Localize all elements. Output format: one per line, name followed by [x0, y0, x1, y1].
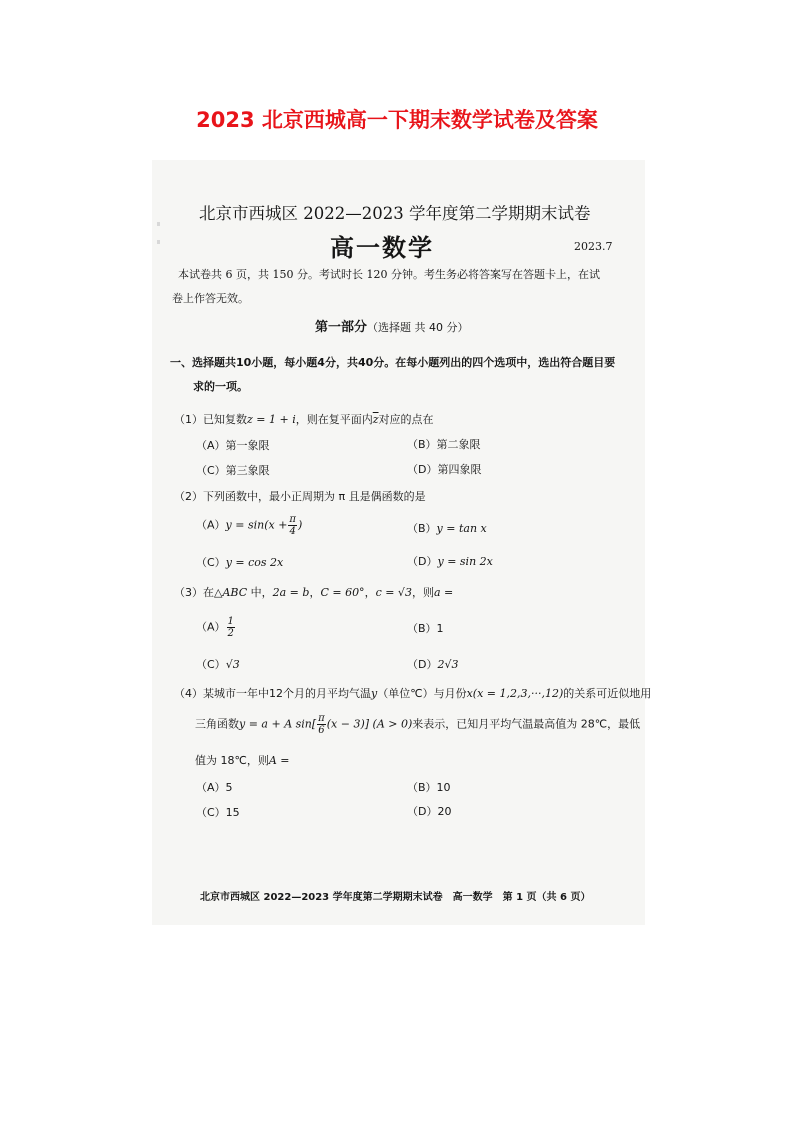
question-2-stem: （2）下列函数中，最小正周期为 π 且是偶函数的是	[174, 490, 426, 503]
q4-fraction-numerator: π	[318, 713, 325, 724]
q2-option-c-label: （C）	[196, 556, 226, 569]
q3-option-b: （B）1	[407, 622, 444, 635]
q3-option-a	[196, 616, 236, 639]
q2-option-a-label: （A）	[196, 518, 226, 532]
question-1-stem	[174, 411, 434, 427]
q4-math-query: A =	[268, 754, 290, 767]
q2-option-d	[407, 553, 493, 569]
q3-option-a-label: （A）	[196, 620, 226, 634]
q4-line1-mid: （单位℃）与月份	[377, 687, 467, 700]
q3-math-condition-3: c = √3	[375, 586, 412, 599]
scan-speck	[157, 240, 160, 244]
q3-separator-3: ，则	[411, 586, 434, 599]
q3-fraction-denominator: 2	[227, 628, 234, 639]
q3-option-a-fraction	[227, 616, 235, 639]
exam-date: 2023.7	[574, 240, 613, 253]
section-note: （选择题 共 40 分）	[367, 321, 469, 334]
q4-math-function-start: y = a + A sin[	[239, 717, 317, 731]
q2-option-b-math: y = tan x	[436, 522, 487, 535]
q4-fraction-denominator: 6	[318, 725, 325, 736]
q2-option-b	[407, 520, 487, 536]
q4-math-x-domain: x(x = 1,2,3,···,12)	[466, 687, 564, 700]
q1-option-c: （C）第三象限	[196, 464, 270, 477]
document-title: 2023 北京西城高一下期末数学试卷及答案	[196, 108, 598, 132]
exam-instructions-line-1: 本试卷共 6 页，共 150 分。考试时长 120 分钟。考生务必将答案写在答题卡上，在试	[178, 268, 600, 281]
q4-option-c: （C）15	[196, 806, 240, 819]
q3-option-c-label: （C）	[196, 658, 226, 671]
q1-conjugate-var: $\overline{z}$	[372, 413, 379, 426]
exam-subject: 高一数学	[330, 234, 434, 262]
q4-line2-prefix: 三角函数	[195, 717, 239, 731]
q3-math-condition-1: 2a = b	[272, 586, 310, 599]
q3-stem-mid: 中，	[247, 586, 273, 599]
q3-option-d-math: 2√3	[437, 658, 459, 671]
q2-option-b-label: （B）	[407, 522, 437, 535]
q3-math-query: a =	[433, 586, 454, 599]
q1-stem-suffix: 对应的点在	[378, 413, 434, 426]
q3-option-d	[407, 656, 459, 672]
q3-option-d-label: （D）	[407, 658, 438, 671]
section-title-text: 第一部分	[315, 320, 368, 335]
q3-fraction-numerator: 1	[227, 616, 234, 627]
question-4-line-3	[195, 752, 290, 768]
q3-stem-prefix: （3）在△	[174, 586, 223, 599]
section-title	[315, 316, 469, 335]
exam-instructions-line-2: 卷上作答无效。	[172, 292, 249, 305]
section-intro-line-1: 一、选择题共10小题，每小题4分，共40分。在每小题列出的四个选项中，选出符合题目要	[170, 356, 616, 369]
q2-fraction-numerator: π	[289, 514, 296, 525]
q4-option-d: （D）20	[407, 805, 452, 818]
q4-line1-suffix: 的关系可近似地用	[563, 687, 652, 700]
q3-separator-1: ，	[309, 586, 321, 599]
q3-math-condition-2: C = 60°	[320, 586, 365, 599]
q4-option-a: （A）5	[196, 781, 233, 794]
q3-separator-2: ，	[364, 586, 376, 599]
exam-header: 北京市西城区 2022—2023 学年度第二学期期末试卷	[199, 204, 591, 223]
q2-option-c	[196, 554, 283, 570]
q2-fraction-denominator: 4	[289, 526, 296, 537]
q1-option-d: （D）第四象限	[407, 463, 482, 476]
q4-option-b: （B）10	[407, 781, 451, 794]
question-4-line-2	[195, 713, 640, 736]
question-3-stem	[174, 584, 453, 600]
q3-math-triangle: ABC	[222, 586, 248, 599]
q2-option-a-fraction	[288, 514, 297, 537]
q3-option-c-math: √3	[225, 658, 240, 671]
q4-fraction	[317, 713, 326, 736]
q1-math: z = 1 + i	[247, 413, 296, 426]
scan-speck	[157, 222, 160, 226]
page-footer: 北京市西城区 2022—2023 学年度第二学期期末试卷 高一数学 第 1 页（共 6 页）	[200, 892, 591, 903]
q4-line3-prefix: 值为 18℃，则	[195, 754, 269, 767]
question-4-line-1	[174, 685, 651, 701]
q3-option-c	[196, 656, 240, 672]
q1-option-b: （B）第二象限	[407, 438, 481, 451]
q2-option-a	[196, 514, 302, 537]
q2-option-c-math: y = cos 2x	[225, 556, 284, 569]
section-intro-line-2: 求的一项。	[193, 380, 248, 393]
q1-stem-prefix: （1）已知复数	[174, 413, 247, 426]
q4-line1-prefix: （4）某城市一年中12个月的月平均气温	[174, 687, 371, 700]
q1-option-a: （A）第一象限	[196, 439, 270, 452]
q4-math-y: y	[371, 687, 378, 700]
q2-option-a-close: )	[298, 518, 303, 532]
q2-option-a-math: y = sin(x +	[225, 518, 288, 532]
q1-stem-mid: ，则在复平面内	[295, 413, 373, 426]
q2-option-d-label: （D）	[407, 555, 438, 568]
q4-line2-suffix: 来表示，已知月平均气温最高值为 28℃，最低	[412, 717, 641, 731]
q2-option-d-math: y = sin 2x	[437, 555, 493, 568]
q4-math-function-end: (x − 3)] (A > 0)	[326, 717, 413, 731]
